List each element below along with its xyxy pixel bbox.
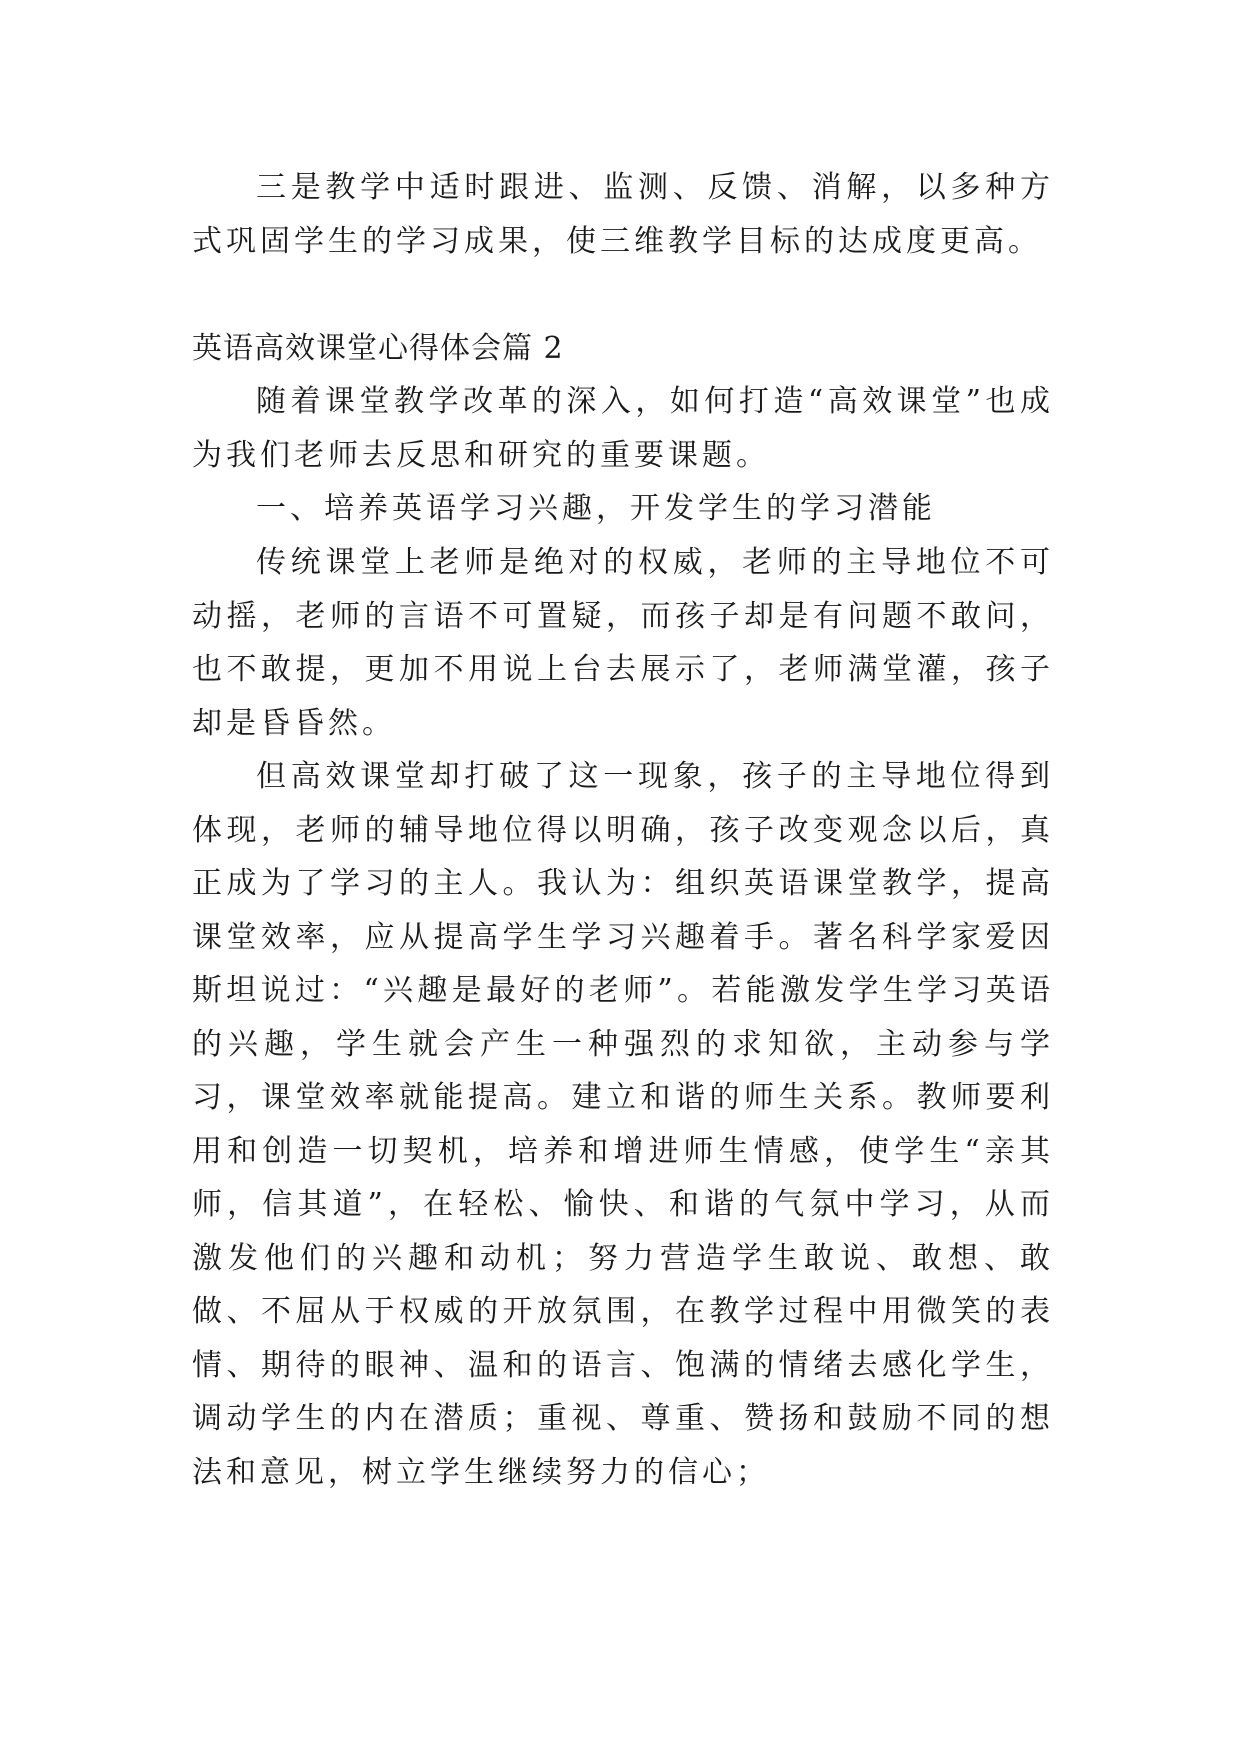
paragraph-intro: 三是教学中适时跟进、监测、反馈、消解，以多种方式巩固学生的学习成果，使三维教学目标的达成度更高。 — [192, 170, 1054, 259]
paragraph-3: 但高效课堂却打破了这一现象，孩子的主导地位得到体现，老师的辅导地位得以明确，孩子改变观念以后，真正成为了学习的主人。我认为：组织英语课堂教学，提高课堂效率，应从提高学生学习兴趣着手。著名科学家爱因斯坦说过：“兴趣是最好的老师”。若能激发学生学习英语的兴趣，学生就会产生一种强烈的求知欲，主动参与学习，课堂效率就能提高。建立和谐的师生关系。教师要利用和创造一切契机，培养和增进师生情感，使学生“亲其师，信其道”，在轻松、愉快、和谐的气氛中学习，从而激发他们的兴趣和动机；努力营造学生敢说、敢想、敢做、不屈从于权威的开放氛围，在教学过程中用微笑的表情、期待的眼神、温和的语言、饱满的情绪去感化学生，调动学生的内在潜质；重视、尊重、赞扬和鼓励不同的想法和意见，树立学生继续努力的信心； — [192, 759, 1054, 1490]
section-title: 英语高效课堂心得体会篇 2 — [192, 331, 564, 366]
subheading-1: 一、培养英语学习兴趣，开发学生的学习潜能 — [256, 491, 936, 526]
paragraph-2: 传统课堂上老师是绝对的权威，老师的主导地位不可动摇，老师的言语不可置疑，而孩子却是有问题不敢问，也不敢提，更加不用说上台去展示了，老师满堂灌，孩子却是昏昏然。 — [192, 545, 1054, 741]
paragraph-1: 随着课堂教学改革的深入，如何打造“高效课堂”也成为我们老师去反思和研究的重要课题。 — [192, 384, 1054, 473]
